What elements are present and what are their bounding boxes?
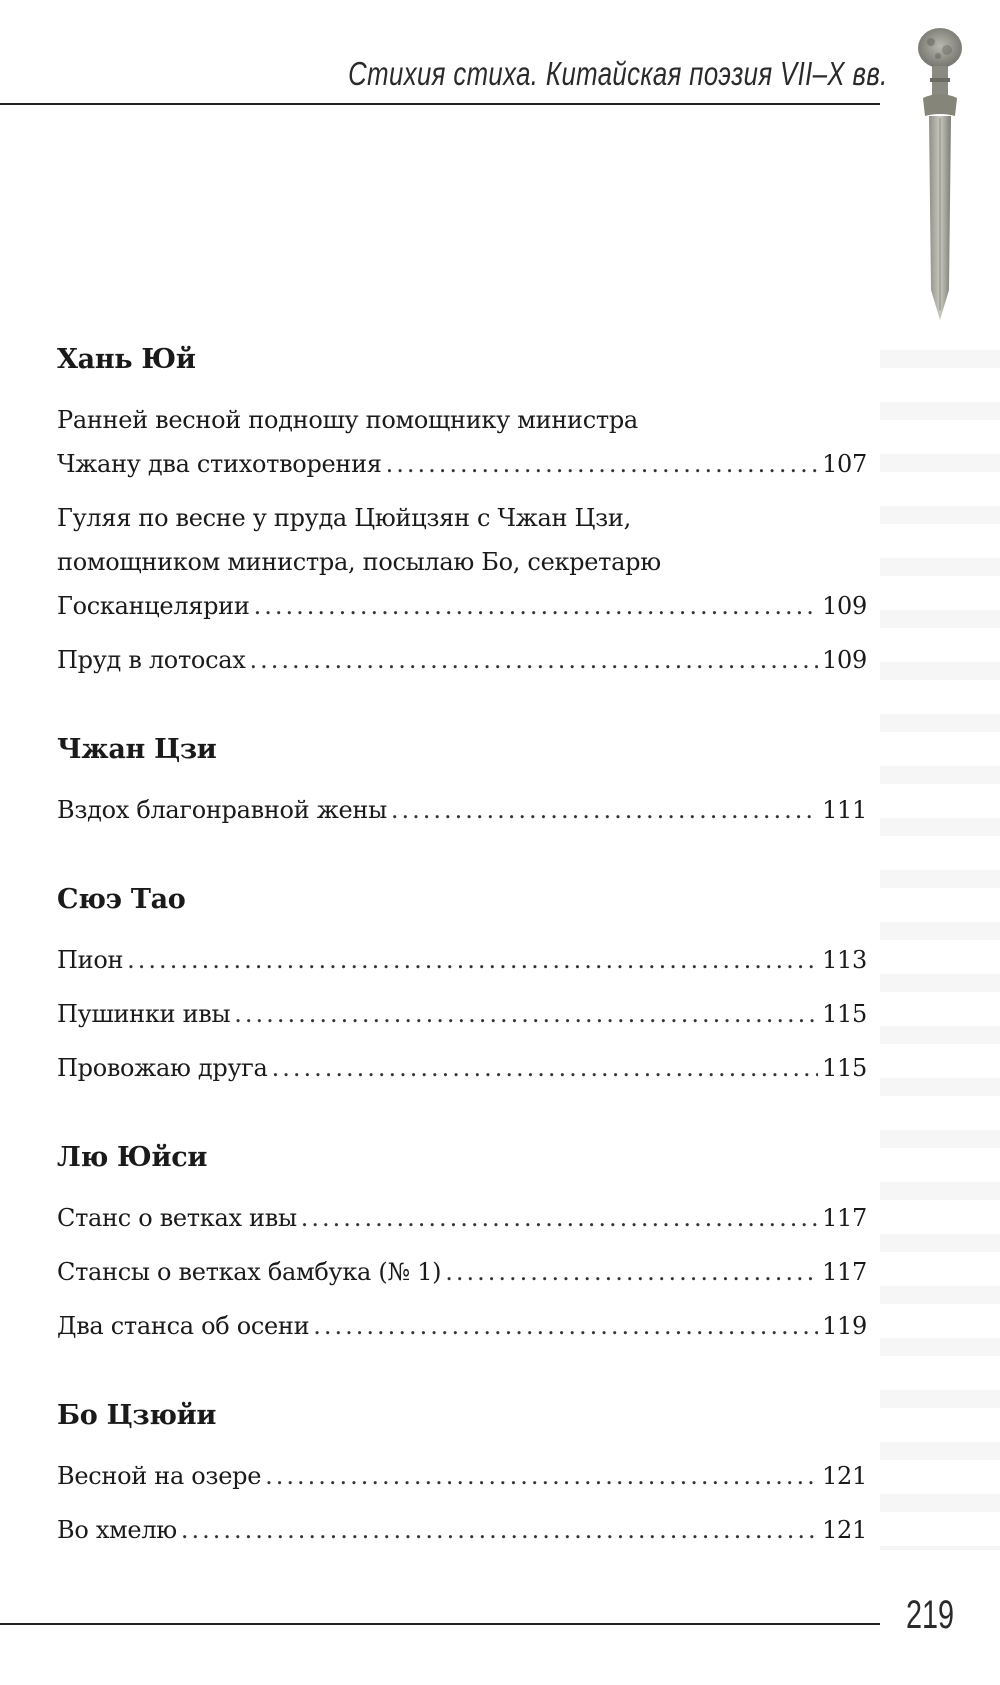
author-heading: Чжан Цзи [57,734,217,765]
dot-leader [301,1196,818,1240]
dot-leader [254,584,819,628]
toc-entry [57,938,867,982]
toc-section [57,880,867,1090]
toc-entry [57,1508,867,1552]
toc-entry [57,1304,867,1348]
entry-title: Госканцелярии [57,592,250,620]
bleed-through-shadow [880,350,1000,1550]
entry-page-number: 115 [822,1054,867,1082]
toc-entry [57,1196,867,1240]
entry-page-number: 115 [822,1000,867,1028]
entry-leader-line [57,1250,867,1294]
entry-leader-line [57,584,867,628]
entry-page-number: 119 [822,1312,867,1340]
dot-leader [272,1046,819,1090]
entry-leader-line [57,638,867,682]
entry-line: помощником министра, посылаю Бо, секретарю [57,548,661,576]
entry-title: Провожаю друга [57,1054,268,1082]
dot-leader [386,442,818,486]
entry-page-number: 117 [822,1258,867,1286]
toc-entry [57,638,867,682]
entry-page-number: 117 [822,1204,867,1232]
entry-title: Вздох благонравной жены [57,796,387,824]
toc-entry [57,496,867,628]
toc-entry [57,1046,867,1090]
entry-leader-line [57,1454,867,1498]
toc-section [57,730,867,832]
author-heading: Хань Юй [57,344,196,375]
entry-page-number: 109 [822,592,867,620]
entry-page-number: 113 [822,946,867,974]
author-heading: Сюэ Тао [57,884,186,915]
author-heading: Бо Цзюйи [57,1400,217,1431]
dot-leader [265,1454,818,1498]
dot-leader [391,788,818,832]
entry-title: Чжану два стихотворения [57,450,382,478]
toc-entry [57,398,867,486]
header-rule [0,103,880,105]
entry-leader-line [57,1508,867,1552]
entry-page-number: 107 [822,450,867,478]
dot-leader [234,992,818,1036]
entry-title: Пушинки ивы [57,1000,231,1028]
dot-leader [313,1304,818,1348]
entry-title: Два станса об осени [57,1312,310,1340]
entry-leader-line [57,938,867,982]
entry-page-number: 121 [822,1516,867,1544]
author-heading: Лю Юйси [57,1142,208,1173]
entry-leader-line [57,992,867,1036]
dot-leader [127,938,818,982]
table-of-contents [57,340,867,1600]
dot-leader [445,1250,818,1294]
dot-leader [181,1508,818,1552]
entry-page-number: 121 [822,1462,867,1490]
toc-entry [57,788,867,832]
toc-section [57,1138,867,1348]
dot-leader [249,638,818,682]
entry-line: Ранней весной подношу помощнику министра [57,406,638,434]
page-number: 219 [906,1593,955,1637]
entry-page-number: 109 [822,646,867,674]
entry-title: Во хмелю [57,1516,177,1544]
entry-title: Стансы о ветках бамбука (№ 1) [57,1258,442,1286]
entry-line: Гуляя по весне у пруда Цюйцзян с Чжан Цзи, [57,504,631,532]
footer-rule [0,1623,880,1625]
toc-section [57,1396,867,1552]
entry-leader-line [57,1046,867,1090]
entry-leader-line [57,1196,867,1240]
dagger-icon [905,20,975,330]
entry-leader-line [57,1304,867,1348]
entry-title: Пруд в лотосах [57,646,246,674]
running-head: Стихия стиха. Китайская поэзия VII–X вв. [348,55,888,92]
toc-entry [57,1250,867,1294]
toc-entry [57,1454,867,1498]
toc-entry [57,992,867,1036]
entry-title: Весной на озере [57,1462,262,1490]
toc-section [57,340,867,682]
entry-title: Пион [57,946,124,974]
entry-page-number: 111 [822,796,867,824]
entry-leader-line [57,442,867,486]
entry-title: Станс о ветках ивы [57,1204,297,1232]
entry-leader-line [57,788,867,832]
